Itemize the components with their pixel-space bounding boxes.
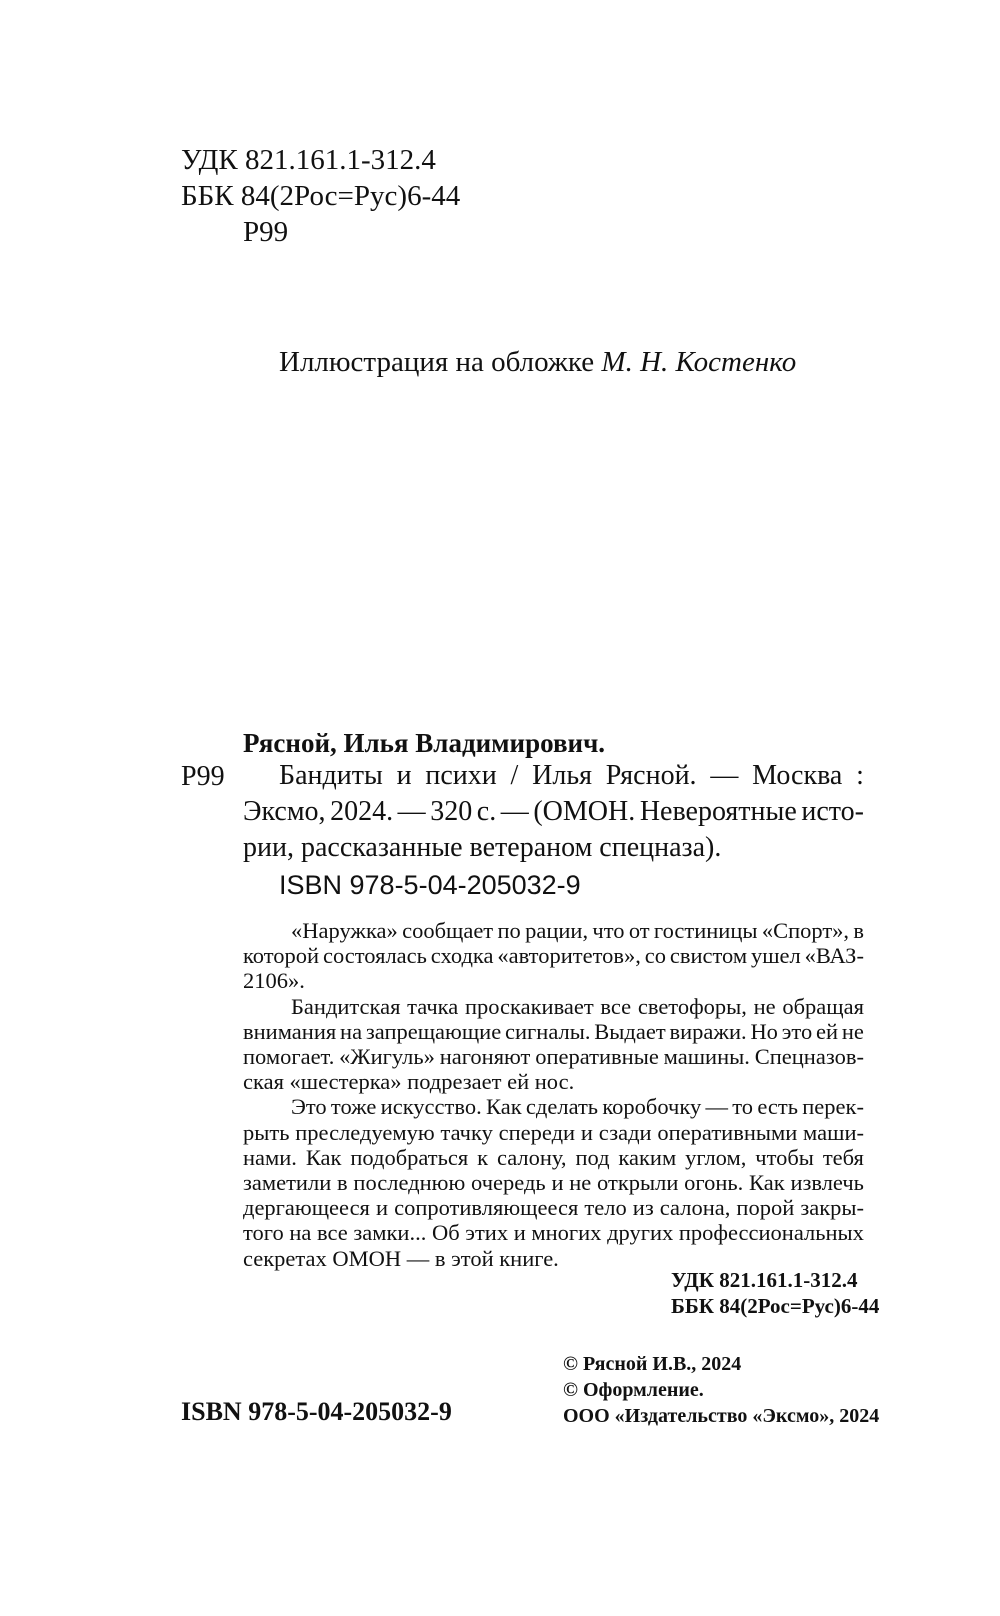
illustration-artist: М. Н. Костенко [601,346,797,378]
annotation-word: каким [618,1144,677,1170]
title-word: — [500,796,529,827]
annotation-line [243,918,864,943]
annotation-word: нагоняют [439,1044,531,1070]
title-word: 2024. [330,796,394,827]
title-line-3: рии, рассказанные ветераном спецназа). [243,832,722,863]
annotation-word: рации, [525,918,589,943]
annotation-word: закры- [800,1195,864,1221]
annotation-word: коробочку [602,1094,702,1120]
annotation-word: чтобы [755,1144,814,1170]
annotation-line [243,1170,864,1195]
annotation-word: оперативные [535,1044,659,1070]
annotation-line [243,1094,864,1119]
annotation-word: Об [431,1220,460,1246]
annotation-word: перек- [802,1094,864,1120]
annotation-word: под [575,1144,610,1170]
annotation-word: ушел [750,943,801,969]
title-word: Бандиты [279,760,383,791]
annotation-word: «Спорт», [761,918,850,943]
annotation-word: к [477,1144,489,1170]
title-word: Москва [752,760,843,791]
title-word: 320 [430,796,473,827]
bbk-bottom: ББК 84(2Рос=Рус)6-44 [671,1294,880,1318]
annotation-line [243,1019,864,1044]
annotation-word: гостиницы [653,918,758,943]
annotation-word: не [569,1170,592,1196]
illustration-credit [279,344,796,380]
title-word: Рясной. [605,760,697,791]
title-word: с. [476,796,497,827]
bbk-top: ББК 84(2Рос=Рус)6-44 [181,180,461,212]
annotation-word: все [317,1220,348,1246]
annotation-word: есть [757,1094,798,1120]
annotation-word: Бандитская [291,993,401,1019]
annotation-word: на [289,1220,312,1246]
annotation-word: машины. [663,1044,750,1070]
annotation-word: и [551,1170,564,1196]
annotation-line [243,1120,864,1145]
annotation-line [243,943,864,968]
title-word: исто- [801,796,864,827]
annotation-word: извлечь [790,1170,864,1196]
annotation-word: по [497,918,521,943]
annotation-word: маши- [803,1119,864,1145]
annotation-word: — [705,1094,728,1120]
title-word: — [710,760,739,791]
annotation-word: которой [243,943,320,969]
annotation-word: состоялась [322,943,427,969]
illustration-prefix: Иллюстрация на обложке [279,346,602,378]
annotation-word: последнюю [353,1170,466,1196]
annotation-word: что [592,918,625,943]
annotation-word: обращая [782,993,864,1019]
annotation-word: виражи. [669,1018,747,1044]
title-line-1 [279,758,864,794]
annotation-word: и [513,1220,526,1246]
annotation-word: огонь. [684,1170,744,1196]
copyright-publisher: ООО «Издательство «Эксмо», 2024 [563,1405,880,1427]
annotation-word: замки... [353,1220,427,1246]
annotation-word: Выдает [594,1018,666,1044]
annotation-word: из [632,1195,654,1221]
copyright-author: © Рясной И.В., 2024 [563,1353,742,1375]
isbn-bottom: ISBN 978-5-04-205032-9 [181,1397,452,1426]
annotation-word: светофоры, [637,993,747,1019]
annotation-word: тачка [407,993,459,1019]
annotation-word: углом, [685,1144,747,1170]
annotation-word: салону, [496,1144,567,1170]
annotation-word: сообщает [402,918,494,943]
annotation-word: «Наружка» [291,918,398,943]
annotation-word: ская «шестерка» подрезает ей нос. [243,1069,575,1095]
annotation-line [243,1220,864,1245]
annotation-word: этих [465,1220,509,1246]
title-word: Илья [532,760,592,791]
title-word: / [510,760,519,791]
title-word: Эксмо, [243,796,326,827]
annotation-word: 2106». [243,968,305,994]
annotation-line [243,1145,864,1170]
annotation-word: профессиональных [678,1220,864,1246]
annotation-word: Как [749,1170,785,1196]
title-word: и [396,760,412,791]
annotation-word: «Жигуль» [339,1044,435,1070]
annotation-word: порой [736,1195,795,1221]
annotation-word: проскакивает [464,993,594,1019]
annotation-word: «ВАЗ- [804,943,864,969]
annotation-word: не [841,1018,864,1044]
annotation-line [243,968,864,993]
annotation-word: «авторитетов», [497,943,641,969]
annotation-word: со [644,943,666,969]
annotation-word: оперативными [657,1119,798,1145]
annotation-word: тело [584,1195,627,1221]
annotation-word: дергающееся [243,1195,370,1221]
annotation-word: в [853,918,864,943]
annotation-line [243,1069,864,1094]
annotation-word: сопротивляющееся [394,1195,579,1221]
annotation-word: Как [305,1144,342,1170]
annotation-word: на [340,1018,363,1044]
copyright-design: © Оформление. [563,1379,704,1401]
annotation-word: все [600,993,632,1019]
annotation-word: рыть [243,1119,290,1145]
annotation-word: преследуемую [295,1119,435,1145]
title-block [243,758,864,866]
annotation-word: очередь [471,1170,546,1196]
author-code: Р99 [181,761,225,792]
isbn-main: ISBN 978-5-04-205032-9 [279,870,581,900]
title-word: : [856,760,864,791]
annotation-word: подобраться [350,1144,469,1170]
annotation-line [243,1044,864,1069]
annotation-word: то [732,1094,754,1120]
annotation-word: спереди [498,1119,576,1145]
udk-bottom: УДК 821.161.1-312.4 [671,1268,858,1292]
annotation-word: Это [291,1094,327,1120]
annotation-word: открыли [597,1170,679,1196]
annotation-word: сходка [430,943,494,969]
annotation-line [243,994,864,1019]
annotation-word: других [607,1220,674,1246]
annotation [243,918,864,1271]
annotation-line [243,1195,864,1220]
annotation-word: Спецназов- [754,1044,864,1070]
annotation-word: искусство. [380,1094,482,1120]
annotation-word: тачку [440,1119,493,1145]
annotation-word: того [243,1220,284,1246]
annotation-word: сзади [598,1119,652,1145]
annotation-word: в [337,1170,348,1196]
annotation-word: от [628,918,650,943]
annotation-word: ей [816,1018,839,1044]
annotation-word: сделать [525,1094,599,1120]
annotation-word: помогает. [243,1044,335,1070]
annotation-word: заметили [243,1170,332,1196]
annotation-word: Как [486,1094,522,1120]
title-word: (ОМОН. [533,796,636,827]
title-word: Невероятные [639,796,797,827]
title-word: психи [425,760,497,791]
udk-top: УДК 821.161.1-312.4 [181,144,436,176]
annotation-word: и [375,1195,389,1221]
annotation-word: многих [531,1220,602,1246]
author-heading: Рясной, Илья Владимирович. [243,728,606,758]
annotation-word: тоже [330,1094,377,1120]
title-line-2 [243,794,864,830]
annotation-word: нами. [243,1144,297,1170]
annotation-word: сигналы. [505,1018,591,1044]
annotation-word: секретах ОМОН — в этой книге. [243,1245,559,1271]
annotation-word: Но [750,1018,778,1044]
annotation-word: свистом [669,943,748,969]
annotation-word: тебя [822,1144,864,1170]
author-code-top: Р99 [243,216,289,248]
annotation-word: и [580,1119,593,1145]
annotation-word: внимания [243,1018,337,1044]
title-word: — [397,796,426,827]
annotation-word: салона, [659,1195,731,1221]
annotation-word: это [781,1018,813,1044]
annotation-word: не [753,993,776,1019]
annotation-word: запрещающие [365,1018,502,1044]
